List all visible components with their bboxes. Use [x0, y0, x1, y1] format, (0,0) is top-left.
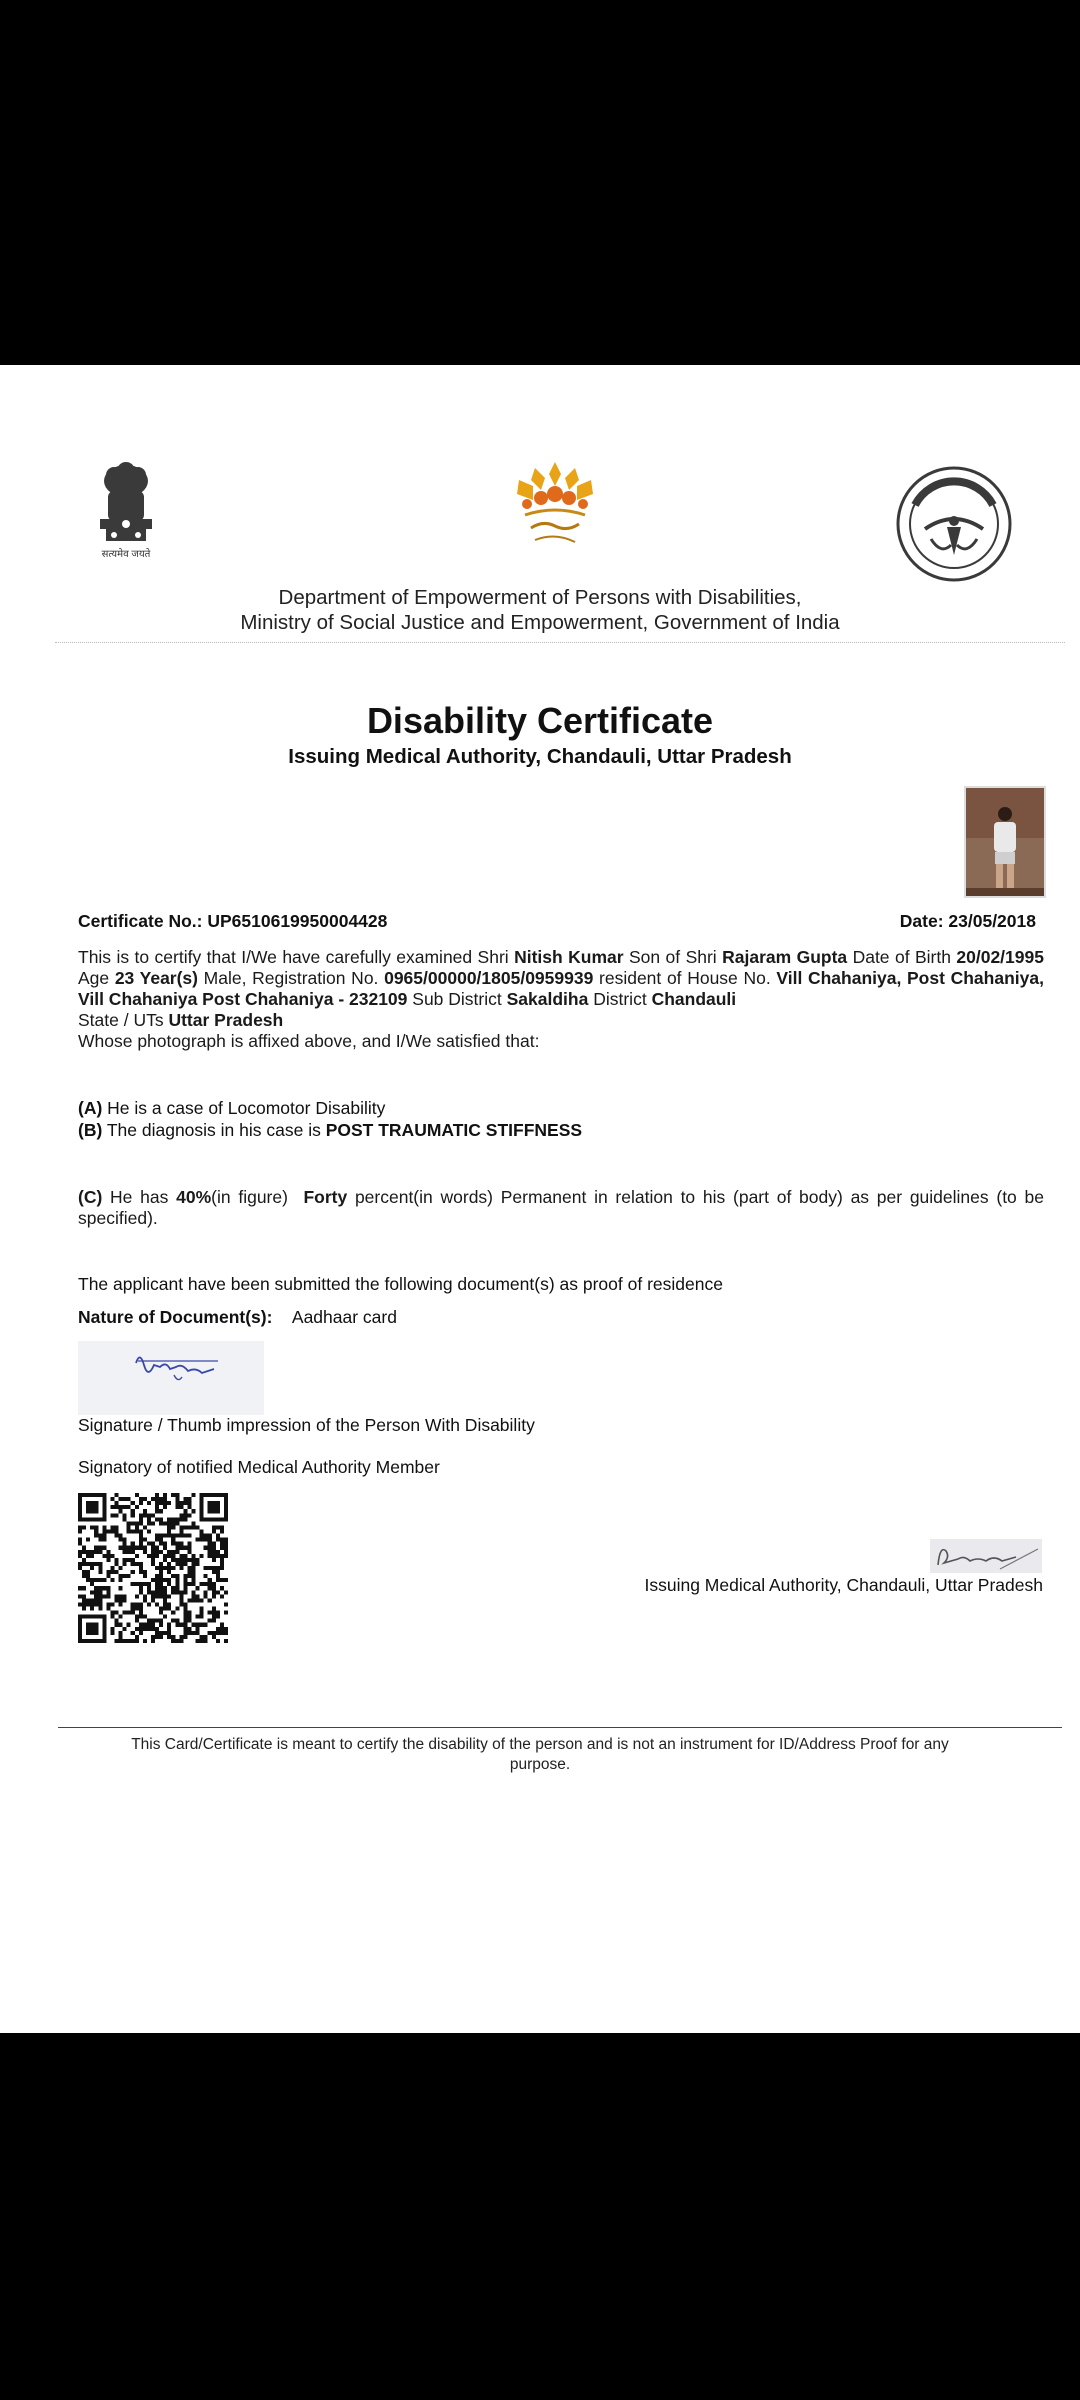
national-emblem-icon [86, 461, 166, 561]
dept-line-2: Ministry of Social Justice and Empowerment, Government of India [240, 611, 840, 634]
district-label: District [593, 989, 647, 1009]
state-value: Uttar Pradesh [168, 1010, 284, 1030]
age-value: 23 Year(s) [114, 968, 198, 988]
subdistrict-label: Sub District [412, 989, 502, 1009]
diagnosis-value: POST TRAUMATIC STIFFNESS [325, 1120, 583, 1140]
gender-text: Male, Registration No. [203, 968, 379, 988]
date-label: Date: [899, 911, 944, 931]
resident-label: resident of House No. [599, 968, 771, 988]
signatory-caption: Signatory of notified Medical Authority Member [78, 1457, 440, 1477]
date-value: 23/05/2018 [948, 911, 1036, 931]
certificate-date [880, 911, 1036, 932]
authority-signature [930, 1539, 1042, 1573]
finding-b-text: The diagnosis in his case is [106, 1120, 321, 1140]
son-of-text: Son of Shri [629, 947, 717, 967]
sugamya-bharat-logo [505, 460, 605, 550]
documents-submitted-line: The applicant have been submitted the following document(s) as proof of residence [78, 1274, 723, 1294]
father-name: Rajaram Gupta [722, 947, 848, 967]
district-value: Chandauli [651, 989, 737, 1009]
applicant-signature [78, 1341, 264, 1415]
intro-text: This is to certify that I/We have carefully examined Shri [78, 947, 509, 967]
dept-line-1: Department of Empowerment of Persons with Disabilities, [278, 586, 802, 609]
finding-c-text3: percent(in words) Permanent in relation to his (part of body) as per guidelines (to be specified). [78, 1187, 1044, 1228]
state-label: State / UTs [78, 1010, 164, 1030]
nature-label: Nature of Document(s): [78, 1307, 273, 1327]
uttar-pradesh-seal-icon [895, 465, 1013, 583]
certificate-number-value: UP6510619950004428 [207, 911, 388, 931]
person-name: Nitish Kumar [514, 947, 624, 967]
finding-c-text2: (in figure) [211, 1187, 288, 1207]
certification-paragraph [78, 947, 1044, 1052]
applicant-signature-caption: Signature / Thumb impression of the Person With Disability [78, 1415, 535, 1435]
age-label: Age [78, 968, 110, 988]
finding-c [78, 1187, 1044, 1229]
footer-disclaimer: This Card/Certificate is meant to certify the disability of the person and is not an instrument for ID/Address Proof for any purpose. [131, 1736, 949, 1773]
footer-divider [58, 1727, 1062, 1728]
certificate-title: Disability Certificate [366, 700, 714, 741]
disability-percent: 40% [176, 1187, 212, 1207]
finding-a [78, 1098, 385, 1119]
dob-value: 20/02/1995 [956, 947, 1044, 967]
authority-caption: Issuing Medical Authority, Chandauli, Uttar Pradesh [644, 1575, 1043, 1595]
disability-percent-words: Forty [303, 1187, 348, 1207]
qr-code [78, 1493, 228, 1643]
dob-label: Date of Birth [852, 947, 951, 967]
certificate-sheet [0, 365, 1080, 2033]
certificate-subtitle: Issuing Medical Authority, Chandauli, Uttar Pradesh [288, 745, 792, 768]
nature-of-documents [78, 1307, 397, 1328]
certificate-number [78, 911, 387, 932]
registration-number: 0965/00000/1805/0959939 [384, 968, 594, 988]
certificate-number-label: Certificate No.: [78, 911, 203, 931]
nature-value: Aadhaar card [291, 1307, 397, 1327]
applicant-photo [964, 786, 1046, 898]
finding-a-label: (A) [78, 1098, 103, 1118]
finding-b-label: (B) [78, 1120, 103, 1140]
header-divider [55, 642, 1065, 643]
emblem-caption: सत्यमेव जयते [101, 549, 151, 560]
subdistrict-value: Sakaldiha [506, 989, 589, 1009]
finding-c-text1: He has [110, 1187, 169, 1207]
finding-b [78, 1120, 582, 1141]
address-value: Vill Chahaniya, Post Chahaniya, Vill Chahaniya Post Chahaniya - 232109 [78, 968, 1044, 1009]
finding-c-label: (C) [78, 1187, 103, 1207]
photo-line: Whose photograph is affixed above, and I/We satisfied that: [78, 1031, 540, 1051]
finding-a-text: He is a case of Locomotor Disability [107, 1098, 386, 1118]
